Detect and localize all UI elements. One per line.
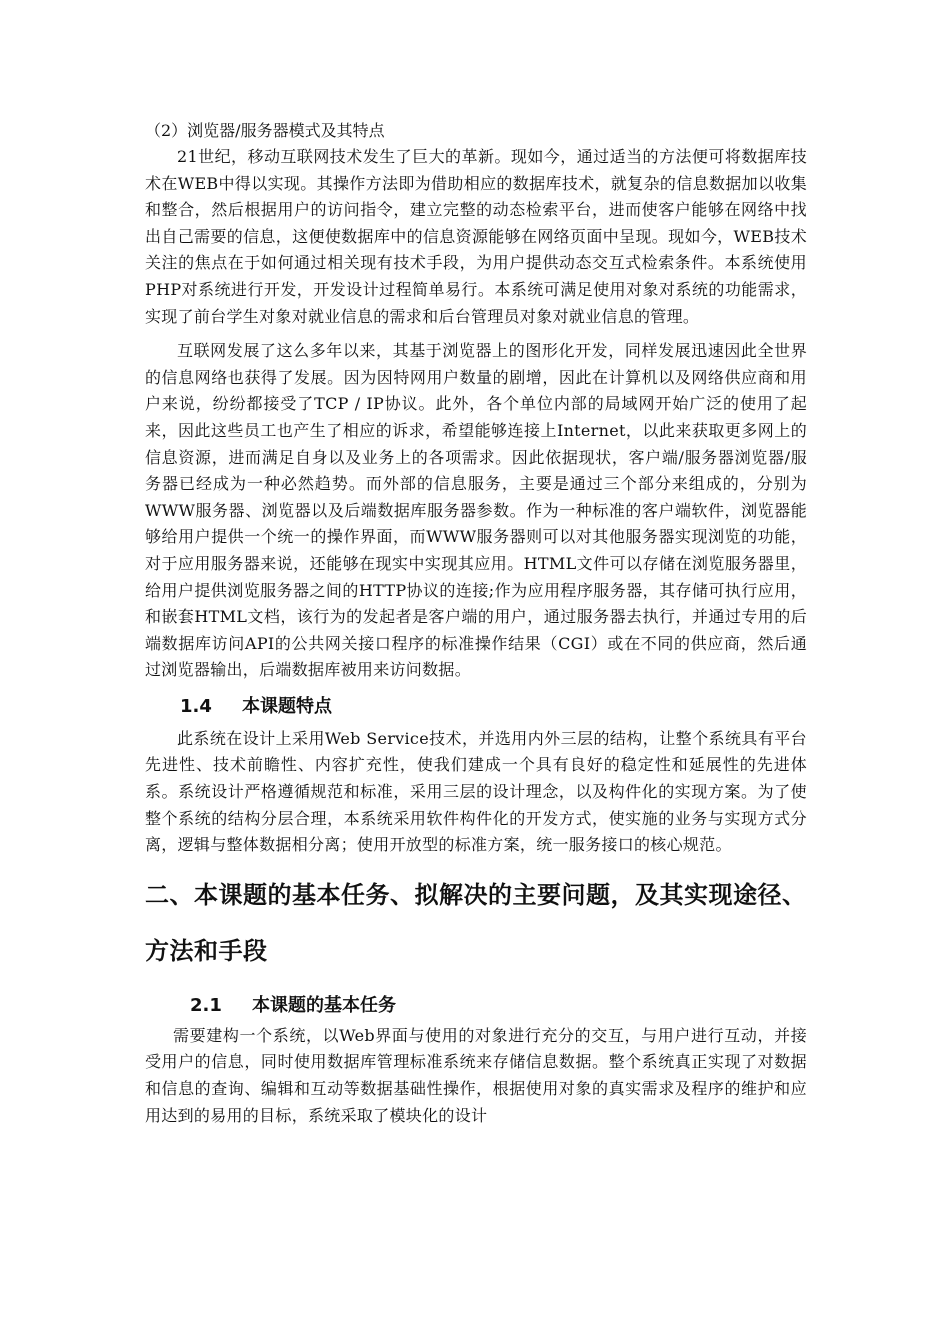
chapter-title-line-2: 方法和手段 [145, 936, 268, 965]
section-number: 1.4 [180, 695, 212, 717]
subheading-browser-server-mode: （2）浏览器/服务器模式及其特点 [145, 121, 385, 140]
paragraph-web-database: 21世纪，移动互联网技术发生了巨大的革新。现如今，通过适当的方法便可将数据库技术在WEB中得以实现。其操作方法即为借助相应的数据库技术，就复杂的信息数据加以收集和整合，然后根据用户的访问指令，建立完整的动态检索平台，进而使客户能够在网络中找出自己需要的信息，这便使数据库中的信息资源能够在网络页面中呈现。现如今，WEB技术关注的焦点在于如何通过相关现有技术手段，为用户提供动态交互式检索条件。本系统使用PHP对系统进行开发，开发设计过程简单易行。本系统可满足使用对象对系统的功能需求，实现了前台学生对象对就业信息的需求和后台管理员对象对就业信息的管理。 [145, 147, 807, 326]
section-heading-1-4 [145, 694, 807, 720]
chapter-title-line-1: 二、本课题的基本任务、拟解决的主要问题，及其实现途径、 [145, 880, 807, 909]
paragraph-internet-development: 互联网发展了这么多年以来，其基于浏览器上的图形化开发，同样发展迅速因此全世界的信息网络也获得了发展。因为因特网用户数量的剧增，因此在计算机以及网络供应商和用户来说，纷纷都接受了TCP / IP协议。此外，各个单位内部的局域网开始广泛的使用了起来，因此这些员工也产生了相应的诉求，希望能够连接上Internet，以此来获取更多网上的信息资源，进而满足自身以及业务上的各项需求。因此依据现状，客户端/服务器浏览器/服务器已经成为一种必然趋势。而外部的信息服务，主要是通过三个部分来组成的，分别为WWW服务器、浏览器以及后端数据库服务器参数。作为一种标准的客户端软件，浏览器能够给用户提供一个统一的操作界面，而WWW服务器则可以对其他服务器实现浏览的功能，对于应用服务器来说，还能够在现实中实现其应用。HTML文件可以存储在浏览服务器里，给用户提供浏览服务器之间的HTTP协议的连接;作为应用程序服务器，其存储可执行应用，和嵌套HTML文档，该行为的发起者是客户端的用户，通过服务器去执行，并通过专用的后端数据库访问API的公共网关接口程序的标准操作结果（CGI）或在不同的供应商，然后通过浏览器输出，后端数据库被用来访问数据。 [145, 341, 807, 680]
document-page [145, 118, 807, 1129]
section-title: 本课题特点 [242, 695, 332, 717]
section-number: 2.1 [190, 994, 222, 1016]
paragraph-basic-tasks: 需要建构一个系统，以Web界面与使用的对象进行充分的交互，与用户进行互动，并接受用户的信息，同时使用数据库管理标准系统来存储信息数据。整个系统真正实现了对数据和信息的查询、编辑和互动等数据基础性操作，根据使用对象的真实需求及程序的维护和应用达到的易用的目标，系统采取了模块化的设计 [145, 1025, 807, 1125]
section-title: 本课题的基本任务 [252, 994, 396, 1016]
chapter-heading-2 [145, 867, 807, 979]
paragraph-project-features: 此系统在设计上采用Web Service技术，并选用内外三层的结构，让整个系统具有平台先进性、技术前瞻性、内容扩充性，使我们建成一个具有良好的稳定性和延展性的先进体系。系统设计严格遵循规范和标准，采用三层的设计理念，以及构件化的实现方案。为了使整个系统的结构分层合理，本系统采用软件构件化的开发方式，使实施的业务与实现方式分离，逻辑与整体数据相分离；使用开放型的标准方案，统一服务接口的核心规范。 [145, 728, 807, 855]
section-heading-2-1 [145, 993, 807, 1019]
